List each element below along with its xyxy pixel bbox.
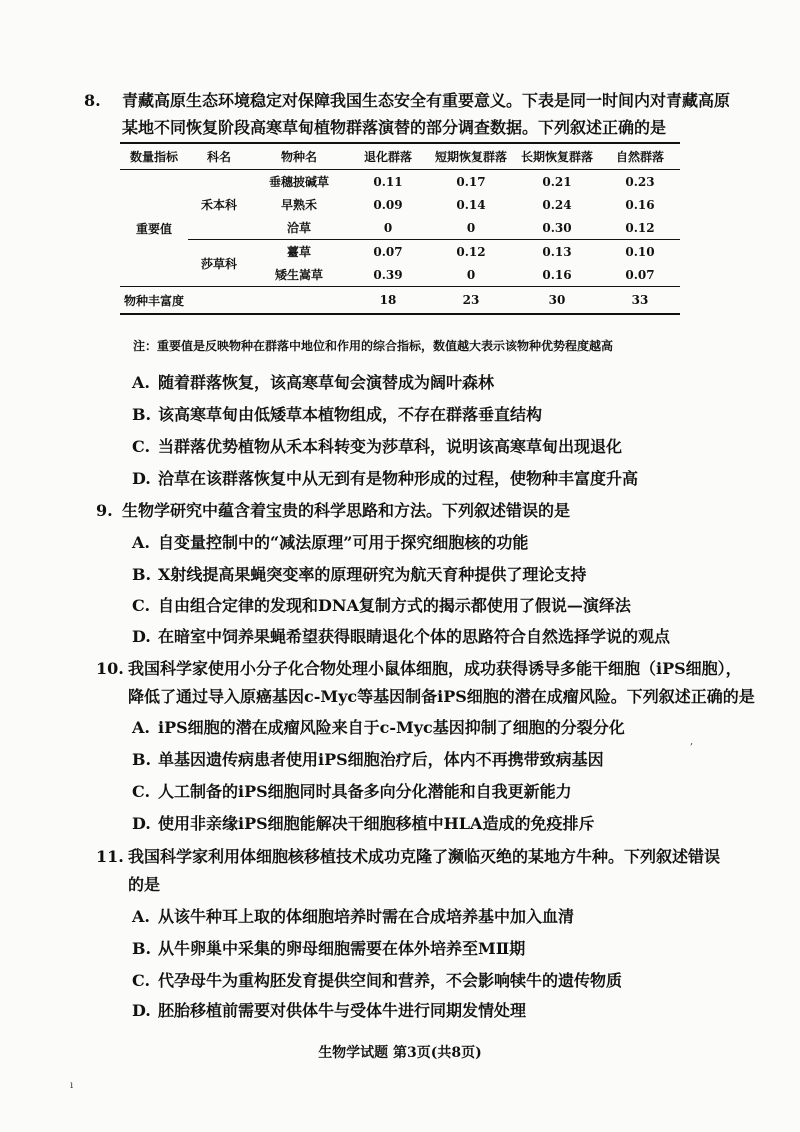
option-letter: C. <box>132 971 151 990</box>
option-text: 洽草在该群落恢复中从无到有是物种形成的过程，使物种丰富度升高 <box>158 469 639 488</box>
value-cell: 33 <box>631 293 649 307</box>
value-cell: 0.16 <box>625 197 655 212</box>
option-text: 从牛卵巢中采集的卵母细胞需要在体外培养至MⅡ期 <box>158 939 526 958</box>
value-cell: 0.21 <box>542 174 572 189</box>
value-cell: 0.13 <box>514 240 600 264</box>
importance-label: 重要值 <box>135 221 172 236</box>
option-text: 自由组合定律的发现和DNA复制方式的揭示都使用了假说—演绎法 <box>158 596 631 615</box>
value-cell: 0.07 <box>625 267 655 282</box>
table-row <box>120 170 680 194</box>
q11-option-c <box>132 970 622 992</box>
option-text: 从该牛种耳上取的体细胞培养时需在合成培养基中加入血清 <box>158 907 575 926</box>
option-letter: A. <box>132 533 150 552</box>
option-text: 胚胎移植前需要对供体牛与受体牛进行同期发情处理 <box>158 1001 527 1020</box>
value-cell: 23 <box>462 293 480 307</box>
header-cell: 科名 <box>206 150 231 164</box>
q10-option-b <box>132 749 604 771</box>
species-name: 矮生嵩草 <box>274 268 323 282</box>
option-text: 该高寒草甸由低矮草本植物组成，不存在群落垂直结构 <box>158 405 543 424</box>
header-cell: 物种名 <box>280 150 317 164</box>
value-cell: 0.09 <box>373 197 403 212</box>
option-letter: D. <box>132 627 151 646</box>
q11-option-d <box>132 1000 526 1022</box>
q10-stem-line2: 降低了通过导入原癌基因c-Myc等基因制备iPS细胞的潜在成瘤风险。下列叙述正确的是 <box>128 687 755 706</box>
q8-option-d <box>132 468 638 490</box>
value-cell: 0 <box>466 267 476 282</box>
value-cell: 0.39 <box>373 267 403 282</box>
q8-option-c <box>132 436 622 458</box>
q8-number: 8. <box>84 91 101 110</box>
value-cell: 0.16 <box>542 267 572 282</box>
option-text: 人工制备的iPS细胞同时具备多向分化潜能和自我更新能力 <box>158 782 572 801</box>
family-cyperaceae: 莎草科 <box>188 240 250 287</box>
option-text: 当群落优势植物从禾本科转变为莎草科，说明该高寒草甸出现退化 <box>158 437 623 456</box>
value-cell: 0.23 <box>625 174 655 189</box>
q8-stem-line2: 某地不同恢复阶段高寒草甸植物群落演替的部分调查数据。下列叙述正确的是 <box>122 118 667 137</box>
q8-stem-line1 <box>84 90 730 112</box>
q9-stem-text: 生物学研究中蕴含着宝贵的科学思路和方法。下列叙述错误的是 <box>122 501 571 520</box>
value-cell: 0.12 <box>625 220 655 235</box>
option-text: 单基因遗传病患者使用iPS细胞治疗后，体内不再携带致病基因 <box>158 750 604 769</box>
q9-option-b <box>132 564 586 586</box>
option-letter: C. <box>132 782 151 801</box>
header-cell: 短期恢复群落 <box>434 150 507 164</box>
q10-stem-text1: 我国科学家使用小分子化合物处理小鼠体细胞，成功获得诱导多能干细胞（iPS细胞）， <box>128 659 742 678</box>
scan-speck: ı <box>70 1080 74 1091</box>
value-cell: 0.14 <box>456 197 486 212</box>
richness-label: 物种丰富度 <box>124 293 185 308</box>
q8-stem-text1: 青藏高原生态环境稳定对保障我国生态安全有重要意义。下表是同一时间内对青藏高原 <box>122 91 731 110</box>
option-letter: B. <box>132 565 152 584</box>
option-letter: B. <box>132 405 152 424</box>
q10-stem-line1 <box>96 658 742 680</box>
value-cell: 0.12 <box>428 240 514 264</box>
option-text: 随着群落恢复，该高寒草甸会演替成为阔叶森林 <box>158 373 495 392</box>
value-cell: 0.10 <box>600 240 680 264</box>
q11-option-a <box>132 906 574 928</box>
option-text: X射线提高果蝇突变率的原理研究为航天育种提供了理论支持 <box>158 565 587 584</box>
table-row-total <box>120 287 680 315</box>
value-cell: 0.17 <box>456 174 486 189</box>
species-name: 早熟禾 <box>280 198 317 212</box>
value-cell: 0 <box>466 220 476 235</box>
option-text: 在暗室中饲养果蝇希望获得眼睛退化个体的思路符合自然选择学说的观点 <box>158 627 671 646</box>
header-cell: 退化群落 <box>363 150 412 164</box>
value-cell: 0.11 <box>373 174 403 189</box>
q10-option-c <box>132 781 572 803</box>
option-letter: A. <box>132 718 150 737</box>
table-note: 注：重要值是反映物种在群落中地位和作用的综合指标，数值越大表示该物种优势程度越高 <box>133 339 614 353</box>
option-text: iPS细胞的潜在成瘤风险来自于c-Myc基因抑制了细胞的分裂分化 <box>158 718 625 737</box>
header-cell: 自然群落 <box>615 150 664 164</box>
q10-number: 10. <box>96 659 124 678</box>
q11-number: 11. <box>96 847 124 866</box>
species-name: 薹草 <box>250 240 348 264</box>
q10-option-d <box>132 813 594 835</box>
survey-table <box>120 142 680 315</box>
q9-option-d <box>132 626 670 648</box>
value-cell: 30 <box>548 293 566 307</box>
option-letter: B. <box>132 939 152 958</box>
option-letter: A. <box>132 907 150 926</box>
option-letter: C. <box>132 596 151 615</box>
header-cell: 长期恢复群落 <box>520 150 593 164</box>
option-letter: A. <box>132 373 150 392</box>
q10-option-a <box>132 717 625 739</box>
option-letter: B. <box>132 750 152 769</box>
option-text: 使用非亲缘iPS细胞能解决干细胞移植中HLA造成的免疫排斥 <box>158 814 595 833</box>
q11-option-b <box>132 938 525 960</box>
q8-option-b <box>132 404 542 426</box>
table-row <box>120 240 680 264</box>
page-footer: 生物学试题 第3页(共8页) <box>318 1045 482 1061</box>
value-cell: 0.30 <box>542 220 572 235</box>
q9-stem <box>96 500 570 522</box>
header-cell: 数量指标 <box>129 150 178 164</box>
option-text: 代孕母牛为重构胚发育提供空间和营养，不会影响犊牛的遗传物质 <box>158 971 623 990</box>
value-cell: 18 <box>379 293 397 307</box>
value-cell: 0.24 <box>542 197 572 212</box>
option-text: 自变量控制中的“减法原理”可用于探究细胞核的功能 <box>158 533 529 552</box>
option-letter: D. <box>132 469 151 488</box>
species-name: 垂穗披碱草 <box>268 175 329 189</box>
option-letter: D. <box>132 1001 151 1020</box>
value-cell: 0.07 <box>348 240 428 264</box>
option-letter: C. <box>132 437 151 456</box>
option-letter: D. <box>132 814 151 833</box>
q9-number: 9. <box>96 501 113 520</box>
q11-stem-line1 <box>96 846 720 868</box>
q11-stem-text1: 我国科学家利用体细胞核移植技术成功克隆了濒临灭绝的某地方牛种。下列叙述错误 <box>128 847 721 866</box>
family-gramineae: 禾本科 <box>200 198 237 212</box>
species-name: 洽草 <box>286 221 311 235</box>
q9-option-a <box>132 532 528 554</box>
table-header-row <box>120 143 680 170</box>
q9-option-c <box>132 595 631 617</box>
value-cell: 0 <box>383 220 393 235</box>
q11-stem-line2: 的是 <box>128 875 161 894</box>
scan-speck: , <box>690 736 694 747</box>
q8-option-a <box>132 372 494 394</box>
